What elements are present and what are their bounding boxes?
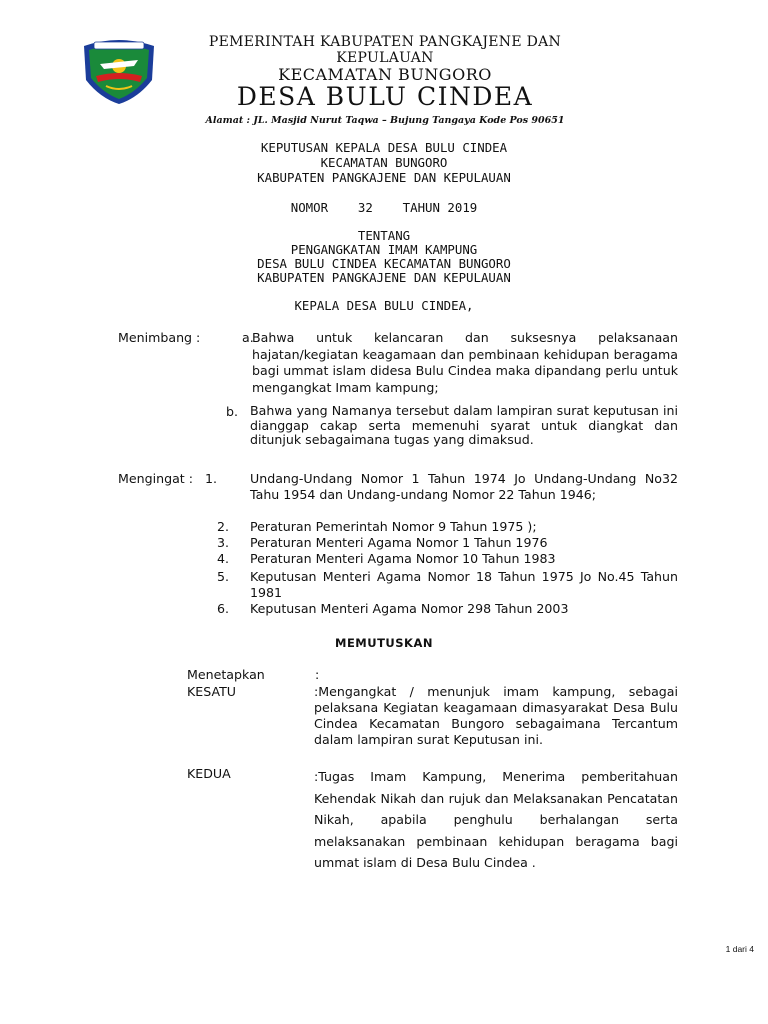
subject-line3: KABUPATEN PANGKAJENE DAN KEPULAUAN — [257, 270, 511, 285]
letterhead-government: PEMERINTAH KABUPATEN PANGKAJENE DAN KEPULAUAN — [208, 34, 562, 66]
page-number: 1 dari 4 — [725, 944, 754, 954]
decree-title-line2: KECAMATAN BUNGORO — [320, 155, 448, 170]
subject-line2: DESA BULU CINDEA KECAMATAN BUNGORO — [257, 256, 511, 271]
mengingat-item-text: Keputusan Menteri Agama Nomor 298 Tahun 2003 — [250, 601, 569, 616]
memutuskan-heading: MEMUTUSKAN — [335, 636, 433, 650]
mengingat-item-no: 6. — [217, 601, 230, 616]
mengingat-item-text: Peraturan Menteri Agama Nomor 10 Tahun 1983 — [250, 551, 556, 566]
kedua-label: KEDUA — [187, 766, 231, 781]
mengingat-item-no: 3. — [217, 535, 230, 550]
mengingat-item-no: 2. — [217, 519, 230, 534]
kedua-text: :Tugas Imam Kampung, Menerima pemberitahuan Kehendak Nikah dan rujuk dan Melaksanakan Pencatatan Nikah, apabila penghulu berhalangan serta melaksanakan pembinaan kehidupan beragama bagi ummat islam di Desa Bulu Cindea . — [314, 769, 678, 870]
menetapkan-colon: : — [315, 667, 320, 682]
menimbang-a-text: Bahwa untuk kelancaran dan suksesnya pelaksanaan hajatan/kegiatan keagamaan dan pembinaan kehidupan beragama bagi ummat islam didesa Bulu Cindea maka dipandang perlu untuk mengangkat Imam kampung; — [252, 330, 678, 395]
subject-line1: PENGANGKATAN IMAM KAMPUNG — [290, 242, 478, 257]
decree-title-line3: KABUPATEN PANGKAJENE DAN KEPULAUAN — [257, 170, 511, 185]
mengingat-item-text: Peraturan Menteri Agama Nomor 1 Tahun 1976 — [250, 535, 548, 550]
decree-number: NOMOR 32 TAHUN 2019 — [290, 200, 478, 215]
mengingat-item-text: Keputusan Menteri Agama Nomor 18 Tahun 1975 Jo No.45 Tahun 1981 — [250, 569, 678, 600]
letterhead — [165, 34, 605, 127]
mengingat-item-text: Peraturan Pemerintah Nomor 9 Tahun 1975 ); — [250, 519, 537, 534]
letterhead-village: DESA BULU CINDEA — [236, 82, 534, 111]
menimbang-b-marker: b. — [226, 404, 238, 419]
decree-title-line1: KEPUTUSAN KEPALA DESA BULU CINDEA — [260, 140, 508, 155]
tentang-heading: TENTANG — [357, 228, 411, 243]
regency-crest-icon — [78, 36, 160, 106]
letterhead-address: Alamat : JL. Masjid Nurut Taqwa – Bujung Tangaya Kode Pos 90651 — [205, 115, 565, 126]
menimbang-b-text: Bahwa yang Namanya tersebut dalam lampiran surat keputusan ini dianggap cakap serta memenuhi syarat untuk diangkat dan ditunjuk sebagaimana tugas yang dimaksud. — [250, 403, 678, 447]
menetapkan-label: Menetapkan — [187, 667, 265, 682]
mengingat-item-text: Undang-Undang Nomor 1 Tahun 1974 Jo Undang-Undang No32 Tahu 1954 dan Undang-undang Nomor 22 Tahun 1946; — [250, 471, 678, 502]
kesatu-label: KESATU — [187, 684, 236, 699]
letterhead-district: KECAMATAN BUNGORO — [278, 65, 492, 84]
mengingat-item-no: 1. — [205, 471, 218, 486]
menimbang-label: Menimbang : — [118, 330, 201, 345]
kesatu-text: :Mengangkat / menunjuk imam kampung, sebagai pelaksana Kegiatan keagamaan dimasyarakat Desa Bulu Cindea Kecamatan Bungoro sebagaimana Tercantum dalam lampiran surat Keputusan ini. — [314, 684, 678, 747]
mengingat-item-no: 4. — [217, 551, 230, 566]
menimbang-a-marker: a. — [242, 330, 254, 345]
mengingat-label: Mengingat : — [118, 471, 193, 486]
issuer-heading: KEPALA DESA BULU CINDEA, — [294, 298, 474, 313]
mengingat-item-no: 5. — [217, 569, 230, 584]
